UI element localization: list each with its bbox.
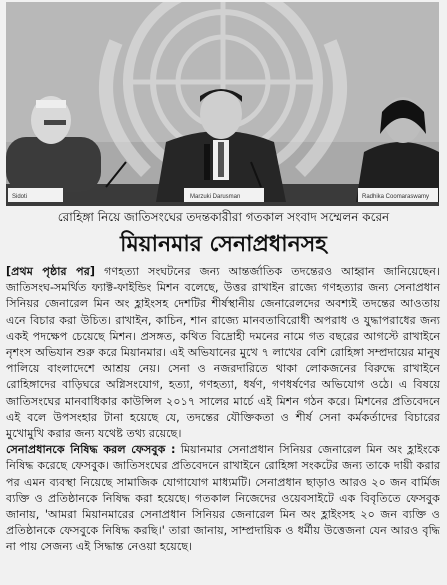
nameplate-center: Marzuki Darusman [190,194,241,200]
paragraph-1-text: গণহত্যা সংঘটনের জন্য আন্তর্জাতিক তদন্তেরও আহ্বান জানিয়েছেন। জাতিসংঘ-সমর্থিত ফ্যাক্ট-ফাইন্ডিং মিশন বলেছে, উত্তর রাখাইন রাজ্যে গণহত্যার জন্য সেনাপ্রধান সিনিয়র জেনারেল মিন অং হ্লাইংসহ দেশটির শীর্ষস্থানীয় জেনারেলদের অবশ্যই তদন্তের আওতায় এনে বিচার করা উচিত। রাখাইন, কাচিন, শান রাজ্যে মানবতাবিরোধী অপরাধ ও যুদ্ধাপরাধের জন্য একই পদক্ষেপ চেয়েছে মিশন। প্রসঙ্গত, কথিত বিদ্রোহী দমনের নামে গত বছরের আগস্টে রাখাইনে নৃশংস অভিযান শুরু করে মিয়ানমার। এই অভিযানের মুখে ৭ লাখের বেশি রোহিঙ্গা সম্প্রদায়ের মানুষ পালিয়ে বাংলাদেশে আশ্রয় নেয়। সেনা ও নজরদারিতে থাকা লোকজনের বিরুদ্ধে রাখাইনে রোহিঙ্গাদের বাড়িঘরে অগ্নিসংযোগ, হত্যা, গণহত্যা, ধর্ষণ, গণধর্ষণের অভিযোগ ওঠে। এ বিষয়ে জাতিসংঘের মানবাধিকার কাউন্সিল ২০১৭ সালের মার্চে এই মিশন গঠন করে। মিশনের প্রতিবেদনে এই বলে উপসংহার টানা হয়েছে যে, তদন্তের যৌক্তিকতা ও শীর্ষ সেনা কর্মকর্তাদের বিচারের মুখোমুখি করার জন্য যথেষ্ট তথ্য রয়েছে। [6,265,440,441]
press-conference-illustration [6,2,439,206]
paragraph-1 [6,264,440,442]
nameplate-left: Sidoti [12,194,28,200]
article-headline: মিয়ানমার সেনাপ্রধানসহ [120,232,327,257]
photo-caption: রোহিঙ্গা নিয়ে জাতিসংঘের তদন্তকারীরা গতকাল সংবাদ সম্মেলন করেন [57,210,390,224]
article-body [6,264,440,556]
continuation-label: [প্রথম পৃষ্ঠার পর] [6,265,95,278]
press-conference-photo [6,2,439,206]
subheading: সেনাপ্রধানকে নিষিদ্ধ করল ফেসবুক : [6,443,176,457]
nameplate-right: Radhika Coomaraswamy [362,194,430,200]
paragraph-2 [6,442,440,555]
paragraph-2-text: মিয়ানমার সেনাপ্রধান সিনিয়র জেনারেল মিন অং হ্লাইংকে নিষিদ্ধ করেছে ফেসবুক। জাতিসংঘের প্রতিবেদনে রাখাইনে রোহিঙ্গা সংকটের জন্য তাকে দায়ী করার পর এমন ব্যবস্থা নিয়েছে সামাজিক যোগাযোগ মাধ্যমটি। সেনাপ্রধান ছাড়াও আরও ২০ জন বার্মিজ ব্যক্তি ও প্রতিষ্ঠানকে নিষিদ্ধ করা হয়েছে। গতকাল নিজেদের ওয়েবসাইটে এক বিবৃতিতে ফেসবুক জানায়, 'আমরা মিয়ানমারের সেনাপ্রধান সিনিয়র জেনারেল মিন অং হ্লাইংসহ ২০ জন ব্যক্তি ও প্রতিষ্ঠানকে ফেসবুকে নিষিদ্ধ করছি।' তারা জানায়, সাম্প্রদায়িক ও ধর্মীয় উত্তেজনা যেন আরও বৃদ্ধি না পায় সেজন্য এই সিদ্ধান্ত নেওয়া হয়েছে। [6,443,440,554]
